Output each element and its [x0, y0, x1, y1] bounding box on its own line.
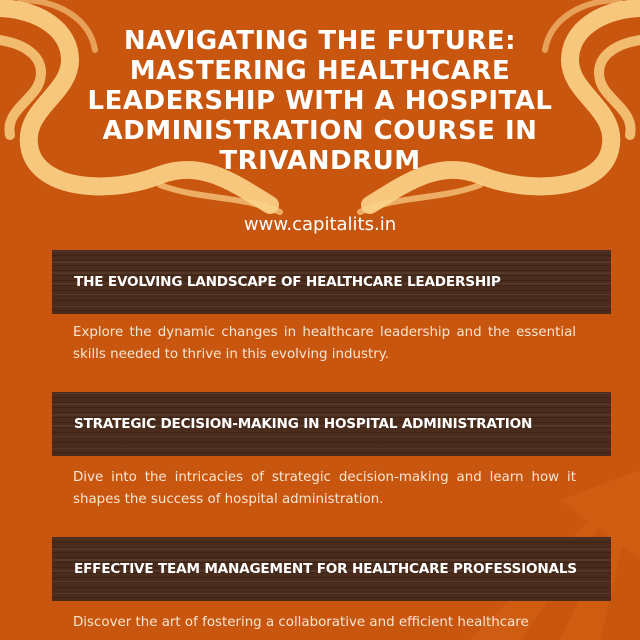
section-2-heading-banner: [52, 392, 611, 456]
page-title: NAVIGATING THE FUTURE: MASTERING HEALTHCARE LEADERSHIP WITH A HOSPITAL ADMINISTRATION COURSE IN TRIVANDRUM: [87, 26, 553, 176]
section-2-heading: STRATEGIC DECISION-MAKING IN HOSPITAL ADMINISTRATION: [74, 416, 533, 432]
section-3-description: Discover the art of fostering a collaborative and efficient healthcare: [73, 615, 529, 630]
section-1-heading-banner: [52, 250, 611, 314]
website-link[interactable]: www.capitalits.in: [243, 214, 397, 235]
section-2-description: Dive into the intricacies of strategic decision-making and learn how it shapes the success of hospital administration.: [73, 470, 576, 507]
section-3-heading-banner: [52, 537, 611, 601]
section-1-heading: THE EVOLVING LANDSCAPE OF HEALTHCARE LEADERSHIP: [74, 274, 501, 290]
section-1-description: Explore the dynamic changes in healthcare leadership and the essential skills needed to thrive in this evolving industry.: [73, 325, 576, 362]
section-3-heading: EFFECTIVE TEAM MANAGEMENT FOR HEALTHCARE PROFESSIONALS: [74, 561, 577, 577]
